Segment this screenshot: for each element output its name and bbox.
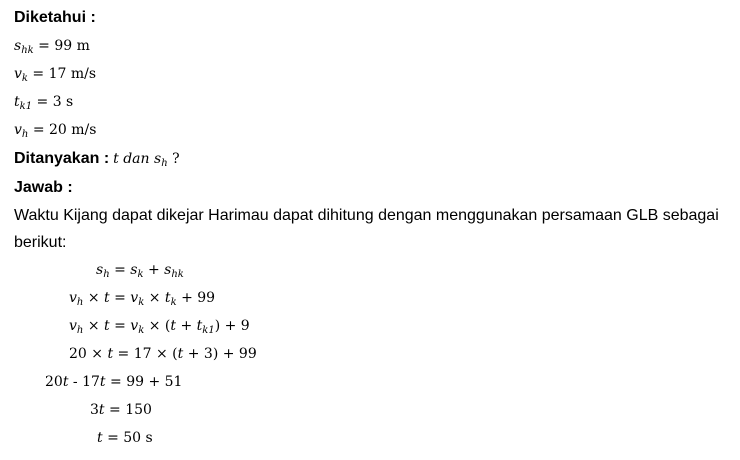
equation-step-4: 20 × t = 17 × (t + 3) + 99	[69, 346, 257, 362]
known-item-kijang-speed	[14, 66, 96, 82]
equation-step-7: t = 50 s	[97, 430, 153, 446]
equation-subscript: hk	[171, 269, 184, 280]
asked-line	[14, 150, 180, 168]
equation-subscript: k	[170, 297, 177, 308]
equation-step-2: $v_h \times t = v_k \times t_k + 99$	[69, 290, 216, 308]
equation-subscript: k1	[202, 325, 215, 336]
asked-heading: Ditanyakan :	[14, 150, 110, 167]
equation-step-5: 20t - 17t = 99 + 51	[45, 374, 183, 390]
equation-subscript: h	[76, 325, 84, 336]
known-item-var: s	[14, 38, 22, 54]
known-item-harimau-speed	[14, 122, 96, 138]
known-item-value: = 3 s	[32, 94, 74, 110]
known-heading: Diketahui :	[14, 9, 96, 26]
known-item-kijang-time	[14, 94, 73, 110]
equation-subscript: k	[138, 325, 145, 336]
equation-subscript: k	[138, 297, 145, 308]
answer-intro-line-2: berikut:	[14, 234, 67, 251]
asked-question-mark: ?	[167, 151, 180, 167]
equation-subscript: h	[76, 297, 84, 308]
equation-step-6: 3t = 150	[90, 402, 152, 418]
equation-step-1: $s_h = s_k + s_{hk}$	[96, 262, 184, 280]
known-item-value: = 20 m/s	[28, 122, 97, 138]
known-item-value: = 17 m/s	[27, 66, 97, 82]
asked-expression: t dan s	[113, 151, 162, 167]
known-item-var: v	[14, 122, 22, 138]
equation-subscript: k	[137, 269, 144, 280]
equation-subscript: h	[103, 269, 110, 280]
asked-expression-sub: h	[161, 158, 168, 169]
known-item-sub: hk	[21, 45, 34, 56]
known-item-var: t	[14, 94, 20, 110]
answer-heading: Jawab :	[14, 179, 73, 196]
known-item-var: v	[14, 66, 22, 82]
equation-step-3: $v_h \times t = v_k \times (t + t_{k1}) + 9$	[69, 318, 250, 336]
known-item-sub: h	[21, 129, 29, 140]
known-item-distance	[14, 38, 90, 54]
answer-intro-line-1: Waktu Kijang dapat dikejar Harimau dapat dihitung dengan menggunakan persamaan GLB sebagai	[14, 207, 719, 224]
known-item-sub: k1	[19, 101, 33, 112]
known-item-sub: k	[21, 73, 28, 84]
known-item-value: = 99 m	[33, 38, 90, 54]
